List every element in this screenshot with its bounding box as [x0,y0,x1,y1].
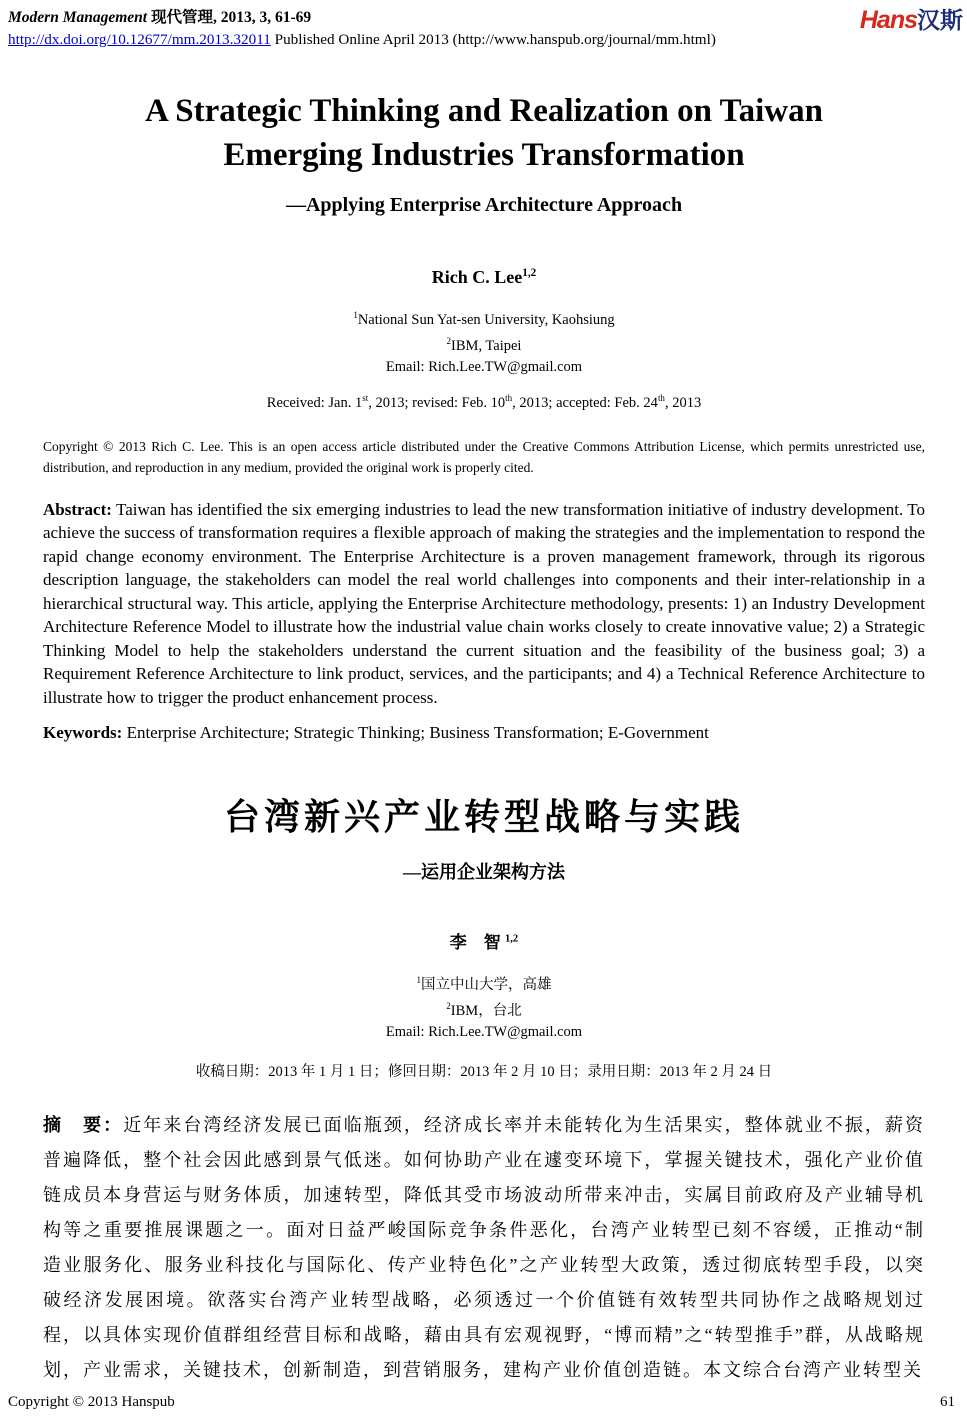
license-paragraph: Copyright © 2013 Rich C. Lee. This is an open access article distributed under the Creative Commons Attribution License, which permits unrestricted use, distribution, and reproduction in any medium, provided the original work is properly cited. [43,438,925,476]
journal-name: Modern Management [8,9,148,26]
author-name-text: Rich C. Lee [431,267,523,288]
publication-line [8,31,957,49]
hans-logo-latin: Hans [859,6,917,34]
article-subtitle: —Applying Enterprise Architecture Approach [285,194,683,217]
keywords-line [43,723,925,743]
chinese-abstract-label: 摘 要： [43,1115,124,1136]
chinese-author-name-text: 李 智 [449,933,501,953]
abstract-paragraph [43,498,925,710]
chinese-affiliation-1-sup: 1 [416,975,421,986]
article-content [43,89,925,1388]
journal-header [0,0,967,47]
journal-issue-info: 现代管理, 2013, 3, 61-69 [147,9,312,26]
abstract-label: Abstract: [43,499,112,519]
keywords-label: Keywords: [43,723,123,743]
affiliation-2-sup: 2 [446,336,452,347]
received-sup: th [505,393,513,404]
published-online-info: Published Online April 2013 (http://www.hanspub.org/journal/mm.html) [274,31,716,48]
received-sup: th [657,393,665,404]
chinese-affiliation-1 [43,970,925,996]
received-part: Received: Jan. 1 [266,394,363,411]
author-name [43,267,925,288]
affiliation-2 [43,331,925,357]
hans-logo [860,2,963,35]
received-part: , 2013 [664,394,702,411]
chinese-subtitle: —运用企业架构方法 [403,862,565,883]
hans-logo-cjk: 汉斯 [917,8,963,33]
page-footer [8,1394,955,1411]
chinese-affiliation-2-sup: 2 [446,1001,451,1012]
affiliation-1-text: National Sun Yat-sen University, Kaohsiung [357,312,615,329]
chinese-dates-line: 收稿日期：2013 年 1 月 1 日；修回日期：2013 年 2 月 10 日；录用日期：2013 年 2 月 24 日 [195,1064,773,1081]
abstract-text: Taiwan has identified the six emerging industries to lead the new transformation initiative of industry development. To achieve the success of transformation requires a flexible approach of making the strategies and the implementation to respond the rapid change economy environment. The Enterprise Architecture is a proven management framework, through its rigorous description language, the stakeholders can model the real world challenges into components and their inter-relationship in a hierarchical structural way. This article, applying the Enterprise Architecture methodology, presents: 1) an Industry Development Architecture Reference Model to illustrate how the industrial value chain works closely to create innovative value; 2) a Strategic Thinking Model to help the stakeholders understand the current situation and the feasibility of the business goal; 3) a Requirement Reference Architecture to link product, services, and the participants; and 4) a Technical Reference Architecture to illustrate how to trigger the product enhancement process. [43,499,925,707]
chinese-author-name [43,928,925,953]
chinese-author-email: Email: Rich.Lee.TW@gmail.com [385,1024,583,1041]
chinese-author-affil-sup: 1,2 [505,933,519,945]
chinese-abstract-text: 近年来台湾经济发展已面临瓶颈，经济成长率并未能转化为生活果实，整体就业不振，薪资普遍降低，整个社会因此感到景气低迷。如何协助产业在遽变环境下，掌握关键技术，强化产业价值链成员本身营运与财务体质，加速转型，降低其受市场波动所带来冲击，实属目前政府及产业辅导机构等之重要推展课题之一。面对日益严峻国际竞争条件恶化，台湾产业转型已刻不容缓，正推动“制造业服务化、服务业科技化与国际化、传产业特色化”之产业转型大政策，透过彻底转型手段，以突破经济发展困境。欲落实台湾产业转型战略，必须透过一个价值链有效转型共同协作之战略规划过程，以具体实现价值群组经营目标和战略，藉由具有宏观视野，“博而精”之“转型推手”群，从战略规划，产业需求，关键技术，创新制造，到营销服务，建构产业价值创造链。本文综合台湾产业转型关 [43,1115,925,1381]
affiliation-1 [43,305,925,331]
affiliation-1-sup: 1 [353,310,358,321]
received-part: , 2013; revised: Feb. 10 [368,394,506,411]
chinese-affiliation-2 [43,996,925,1022]
chinese-title: 台湾新兴产业转型战略与实践 [223,797,744,838]
journal-citation [8,5,957,27]
article-title-line2: Emerging Industries Transformation [223,137,745,174]
received-sup: st [362,393,369,404]
article-title-line1: A Strategic Thinking and Realization on Taiwan [145,93,823,129]
chinese-affiliation-block [43,970,925,1043]
received-dates [43,393,925,412]
page-number: 61 [940,1394,955,1410]
chinese-affiliation-2-text: IBM，台北 [450,1003,522,1020]
received-part: , 2013; accepted: Feb. 24 [512,394,658,411]
article-title [43,89,925,177]
chinese-abstract-paragraph [43,1108,925,1388]
chinese-affiliation-1-text: 国立中山大学，高雄 [421,977,552,994]
doi-link[interactable]: http://dx.doi.org/10.12677/mm.2013.32011 [8,31,271,48]
author-email: Email: Rich.Lee.TW@gmail.com [385,359,583,376]
affiliation-block [43,305,925,378]
author-affil-sup: 1,2 [522,267,537,280]
affiliation-2-text: IBM, Taipei [451,338,522,355]
keywords-text: Enterprise Architecture; Strategic Thinking; Business Transformation; E-Government [122,723,709,743]
footer-copyright: Copyright © 2013 Hanspub [8,1394,175,1410]
